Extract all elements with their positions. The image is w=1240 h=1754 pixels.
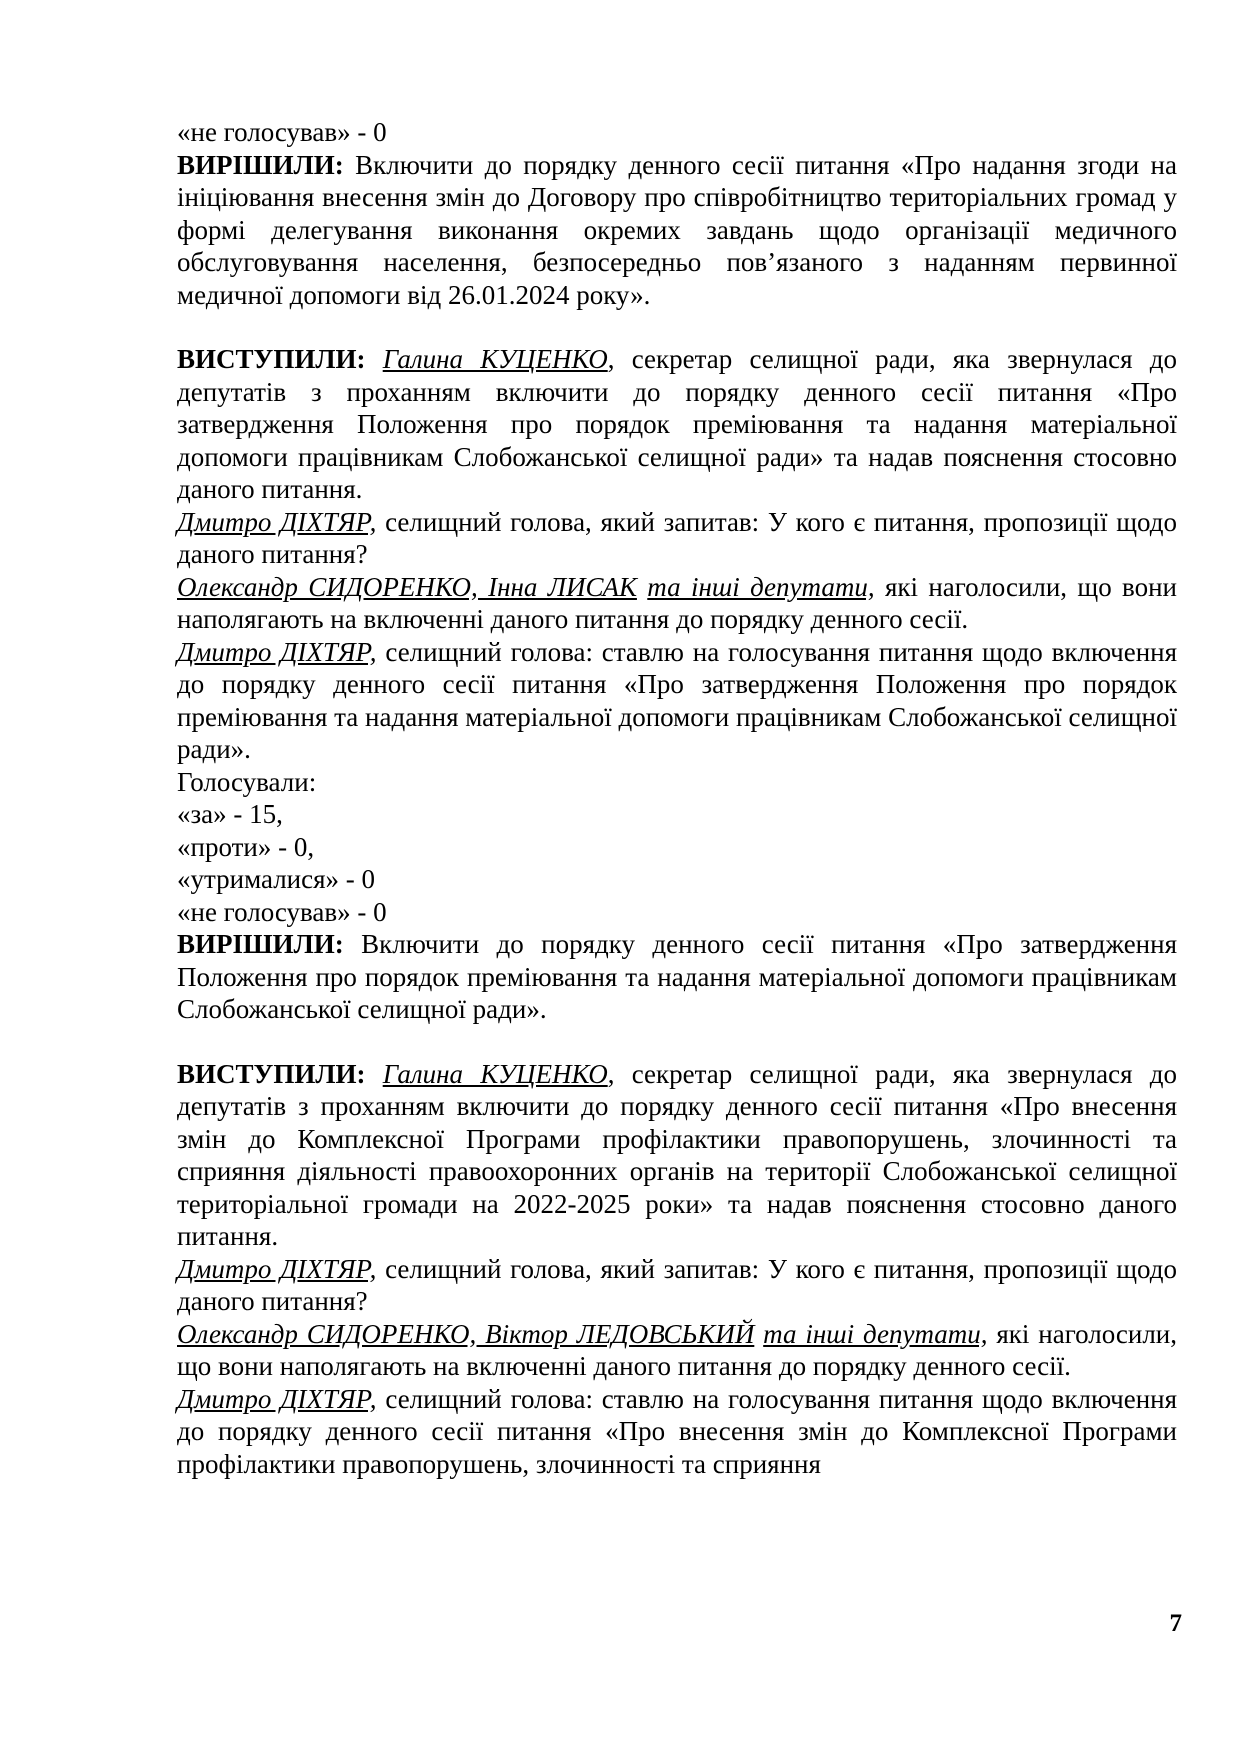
vote-abstained-line: «утрималися» - 0 [177,864,376,894]
page-number: 7 [1169,1610,1182,1637]
deputies-names: Олександр СИДОРЕНКО, Віктор ЛЕДОВСЬКИЙ [177,1318,755,1349]
deputies-names: Олександр СИДОРЕНКО, Інна ЛИСАК [177,571,637,602]
deputies-text: які наголосили, що вони наполягають на включенні даного питання до порядку денного сесії. [177,571,1177,634]
decision-paragraph [177,149,1177,312]
decided-text: Включити до порядку денного сесії питання «Про затвердження Положення про порядок преміювання та надання матеріальної допомоги працівникам Слобожанської селищної ради». [177,929,1177,1024]
deputies-paragraph [177,571,1177,636]
voted-label: Голосували: [177,766,317,797]
other-deputies: та інші депутати, [647,571,875,602]
chair-name: Дмитро ДІХТЯР, [177,1253,377,1284]
chair-question-text: селищний голова, який запитав: У кого є питання, пропозиції щодо даного питання? [177,506,1177,569]
document-page [177,116,1177,1480]
paragraph-gap [177,1026,1177,1058]
speaker-text: , секретар селищної ради, яка звернулася до депутатів з проханням включити до порядку денного сесії питання «Про внесення змін до Комплексної Програми профілактики правопорушень, злочинності та сприяння діяльності правоохоронних органів на території Слобожанської селищної територіальної громади на 2022-2025 роки» та надав пояснення стосовно даного питання. [177,1058,1177,1251]
other-deputies: та інші депутати, [763,1318,988,1349]
spoke-label: ВИСТУПИЛИ [177,344,357,374]
chair-vote-paragraph [177,1383,1177,1481]
spoke-label: ВИСТУПИЛИ [177,1058,357,1089]
deputies-paragraph [177,1318,1177,1383]
decision-paragraph [177,928,1177,1026]
vote-against-line: «проти» - 0, [177,831,315,862]
vote-not-voted-line: «не голосував» - 0 [177,117,387,147]
paragraph-gap [177,311,1177,343]
vote-not-voted-line: «не голосував» - 0 [177,896,387,927]
chair-question-paragraph [177,1253,1177,1318]
spoke-colon: : [356,1058,383,1089]
speech-paragraph [177,343,1177,506]
decided-text: Включити до порядку денного сесії питання «Про надання згоди на ініціювання внесення змін до Договору про співробітництво територіальних громад у формі делегування виконання окремих завдань щодо організації медичного обслуговування населення, безпосередньо пов’язаного з наданням первинної медичної допомоги від 26.01.2024 року». [177,149,1177,310]
vote-for-line: «за» - 15, [177,799,283,829]
deputies-text: які наголосили, що вони наполягають на включенні даного питання до порядку денного сесії. [177,1318,1177,1381]
chair-name: Дмитро ДІХТЯР, [177,1383,377,1414]
chair-vote-text: селищний голова: ставлю на голосування питання щодо включення до порядку денного сесії питання «Про затвердження Положення про порядок преміювання та надання матеріальної допомоги працівникам Слобожанської селищної ради». [177,636,1178,764]
decided-label: ВИРІШИЛИ: [177,149,344,180]
decided-label: ВИРІШИЛИ: [177,929,344,959]
chair-name: Дмитро ДІХТЯР, [177,506,377,537]
speaker-name: Галина КУЦЕНКО [382,1058,608,1089]
chair-question-text: селищний голова, який запитав: У кого є питання, пропозиції щодо даного питання? [177,1253,1177,1316]
chair-name: Дмитро ДІХТЯР, [177,636,377,667]
chair-vote-text: селищний голова: ставлю на голосування питання щодо включення до порядку денного сесії питання «Про внесення змін до Комплексної Програми профілактики правопорушень, злочинності та сприяння [177,1383,1178,1479]
chair-vote-paragraph [177,636,1177,766]
speaker-text: , секретар селищної ради, яка звернулася до депутатів з проханням включити до порядку денного сесії питання «Про затвердження Положення про порядок преміювання та надання матеріальної допомоги працівникам Слобожанської селищної ради» та надав пояснення стосовно даного питання. [177,344,1177,504]
speech-paragraph [177,1058,1177,1253]
speaker-name: Галина КУЦЕНКО [382,344,608,374]
spoke-colon: : [356,344,383,374]
chair-question-paragraph [177,506,1177,571]
